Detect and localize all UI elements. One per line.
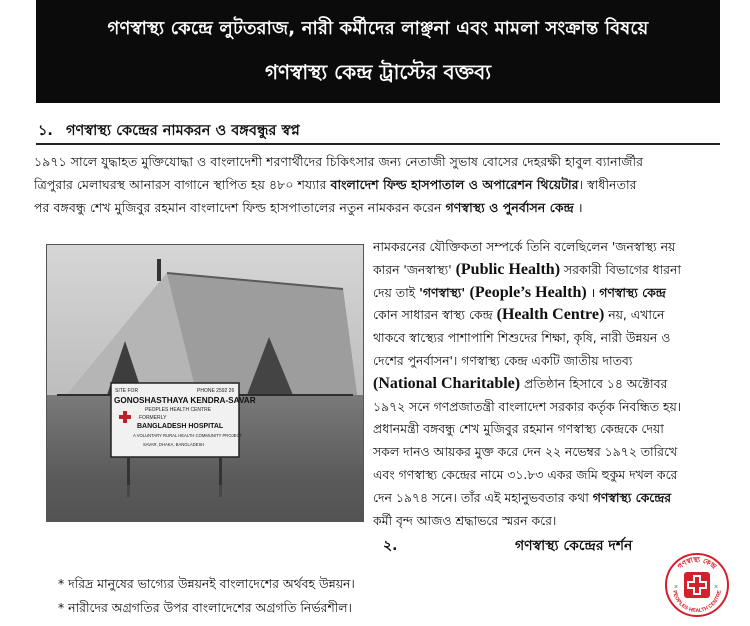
logo-top-text: গণস্বাস্থ্য কেন্দ্র: [676, 555, 718, 571]
intro-line-3-text: পর বঙ্গবন্ধু শেখ মুজিবুর রহমান বাংলাদেশ ফিল্ড হাসপাতালের নতুন নামকরন করেন: [34, 200, 446, 215]
svg-text:×: ×: [674, 584, 679, 591]
naming-line-4-b: নয়, এখানে: [604, 307, 665, 323]
naming-line-3-c: ।: [586, 284, 600, 300]
field-hospital-name: বাংলাদেশ ফিল্ড হাসপাতাল ও অপারেশন থিয়েটার: [330, 177, 579, 192]
section2-heading: [383, 534, 633, 558]
sign-hospital-text: BANGLADESH HOSPITAL: [137, 423, 224, 430]
public-health-term: (Public Health): [455, 260, 561, 278]
header-title-line1: গণস্বাস্থ্য কেন্দ্রে লুটতরাজ, নারী কর্মীদের লাঞ্ছনা এবং মামলা সংক্রান্ত বিষয়ে: [107, 18, 649, 39]
header-banner: [36, 0, 720, 103]
intro-line-3-end: ।: [573, 200, 583, 215]
naming-line-9: প্রধানমন্ত্রী বঙ্গবন্ধু শেখ মুজিবুর রহমান গণস্বাস্থ্য কেন্দ্রকে দেয়া: [373, 421, 664, 437]
rehab-centre-name: গণস্বাস্থ্য ও পুনর্বাসন কেন্দ্র: [445, 200, 574, 215]
sign-site-text: SITE FOR: [115, 388, 139, 394]
gonoshasthaya-term: 'গণস্বাস্থ্য': [419, 284, 470, 300]
naming-line-1: নামকরনের যৌক্তিকতা সম্পর্কে তিনি বলেছিলেন 'জনস্বাস্থ্য নয়: [373, 239, 676, 254]
section1-title: গণস্বাস্থ্য কেন্দ্রের নামকরন ও বঙ্গবন্ধুর স্বপ্ন: [65, 123, 300, 139]
sign-name-text: GONOSHASTHAYA KENDRA-SAVAR: [114, 396, 256, 405]
naming-line-6: দেশের পুনর্বাসন'। গণস্বাস্থ্য কেন্দ্র একটি জাতীয় দাতব্য: [373, 352, 633, 368]
naming-line-7: [373, 373, 717, 396]
naming-line-4-a: কোন সাধারন স্বাস্থ্য কেন্দ্র: [373, 307, 497, 323]
naming-line-4: [373, 304, 717, 327]
naming-line-5: থাকবে স্বাস্থ্যের পাশাপাশি শিশুদের শিক্ষা, কৃষি, নারী উন্নয়ন ও: [373, 330, 671, 346]
slogan-1: * দরিদ্র মানুষের ভাগ্যের উন্নয়নই বাংলাদেশের অর্থবহ উন্নয়ন।: [58, 576, 355, 591]
section1-heading: [38, 120, 300, 144]
intro-line-2-text: ত্রিপুরার মেলাঘরস্থ আনারস বাগানে স্থাপিত হয় ৪৮০ শয্যার: [34, 177, 331, 192]
sign-phone-text: PHONE 2592 26: [197, 388, 235, 394]
svg-text:×: ×: [714, 584, 719, 591]
header-title-line2: গণস্বাস্থ্য কেন্দ্র ট্রাস্টের বক্তব্য: [264, 60, 492, 84]
gk-staff-bold: গণস্বাস্থ্য কেন্দ্রের: [592, 489, 672, 505]
naming-line-7-b: প্রতিষ্ঠান হিসাবে ১৪ অক্টোবর: [520, 375, 668, 391]
tent-photo-illustration: [47, 245, 363, 521]
health-centre-term: (Health Centre): [496, 306, 605, 324]
section2-title: গণস্বাস্থ্য কেন্দ্রের দর্শন: [515, 538, 633, 554]
naming-line-8: ১৯৭২ সনে গণপ্রজাতন্ত্রী বাংলাদেশ সরকার কর্তৃক নিবন্ধিত হয়।: [373, 398, 682, 414]
section1-underline: [36, 143, 720, 145]
section2-number: ২.: [383, 538, 398, 554]
logo-bottom-text: PEOPLES HEALTH CENTRE: [671, 589, 723, 615]
intro-line-2: [34, 173, 724, 196]
sign-sub-text: PEOPLES HEALTH CENTRE: [145, 407, 212, 413]
section1-number: ১.: [38, 123, 53, 139]
sign-formerly-text: FORMERLY: [139, 415, 167, 421]
logo-emblem: [664, 552, 730, 618]
intro-line-2-end: । স্বাধীনতার: [578, 177, 637, 192]
naming-line-2-a: কারন 'জনস্বাস্থ্য': [373, 261, 456, 277]
naming-line-10: সকল দানও আয়কর মুক্ত করে দেন ২২ নভেম্বর ১৯৭২ তারিখে: [373, 444, 678, 460]
naming-line-12-a: দেন ১৯৭৪ সনে। তাঁর এই মহানুভবতার কথা: [373, 489, 593, 505]
slogan-list: [58, 572, 355, 620]
naming-paragraph: [373, 236, 717, 532]
tent-photo: [46, 244, 364, 522]
gk-name-bold: গণস্বাস্থ্য কেন্দ্র: [599, 284, 666, 300]
national-charitable-term: (National Charitable): [373, 374, 521, 392]
peoples-health-term: (People’s Health): [469, 283, 587, 301]
naming-line-3: [373, 282, 717, 305]
naming-line-3-a: দেয় তাই: [373, 284, 420, 300]
slogan-2: * নারীদের অগ্রগতির উপর বাংলাদেশের অগ্রগতি নির্ভরশীল।: [58, 600, 352, 615]
sign-note-text: A VOLUNTARY RURAL HEALTH COMMUNITY PROJECT: [133, 433, 243, 438]
naming-line-13: কর্মী বৃন্দ আজও শ্রদ্ধাভরে স্মরন করে।: [373, 512, 557, 528]
intro-line-3: [34, 196, 724, 219]
naming-line-2-b: সরকারী বিভাগের ধারনা: [560, 261, 681, 277]
intro-line-1: ১৯৭১ সালে যুদ্ধাহত মুক্তিযোদ্ধা ও বাংলাদেশী শরণার্থীদের চিকিৎসার জন্য নেতাজী সুভাষ বোসের দেহরক্ষী হাবুল ব্যানার্জীর: [34, 154, 644, 169]
naming-line-11: এবং গণস্বাস্থ্য কেন্দ্রের নামে ৩১.৮৩ একর জমি হুকুম দখল করে: [373, 466, 678, 482]
intro-paragraph: [34, 150, 724, 219]
naming-line-12: [373, 487, 717, 510]
sign-place-text: SAVAR, DHAKA, BANGLADESH: [143, 442, 205, 447]
peoples-health-centre-logo: [664, 552, 730, 618]
naming-line-2: [373, 259, 717, 282]
